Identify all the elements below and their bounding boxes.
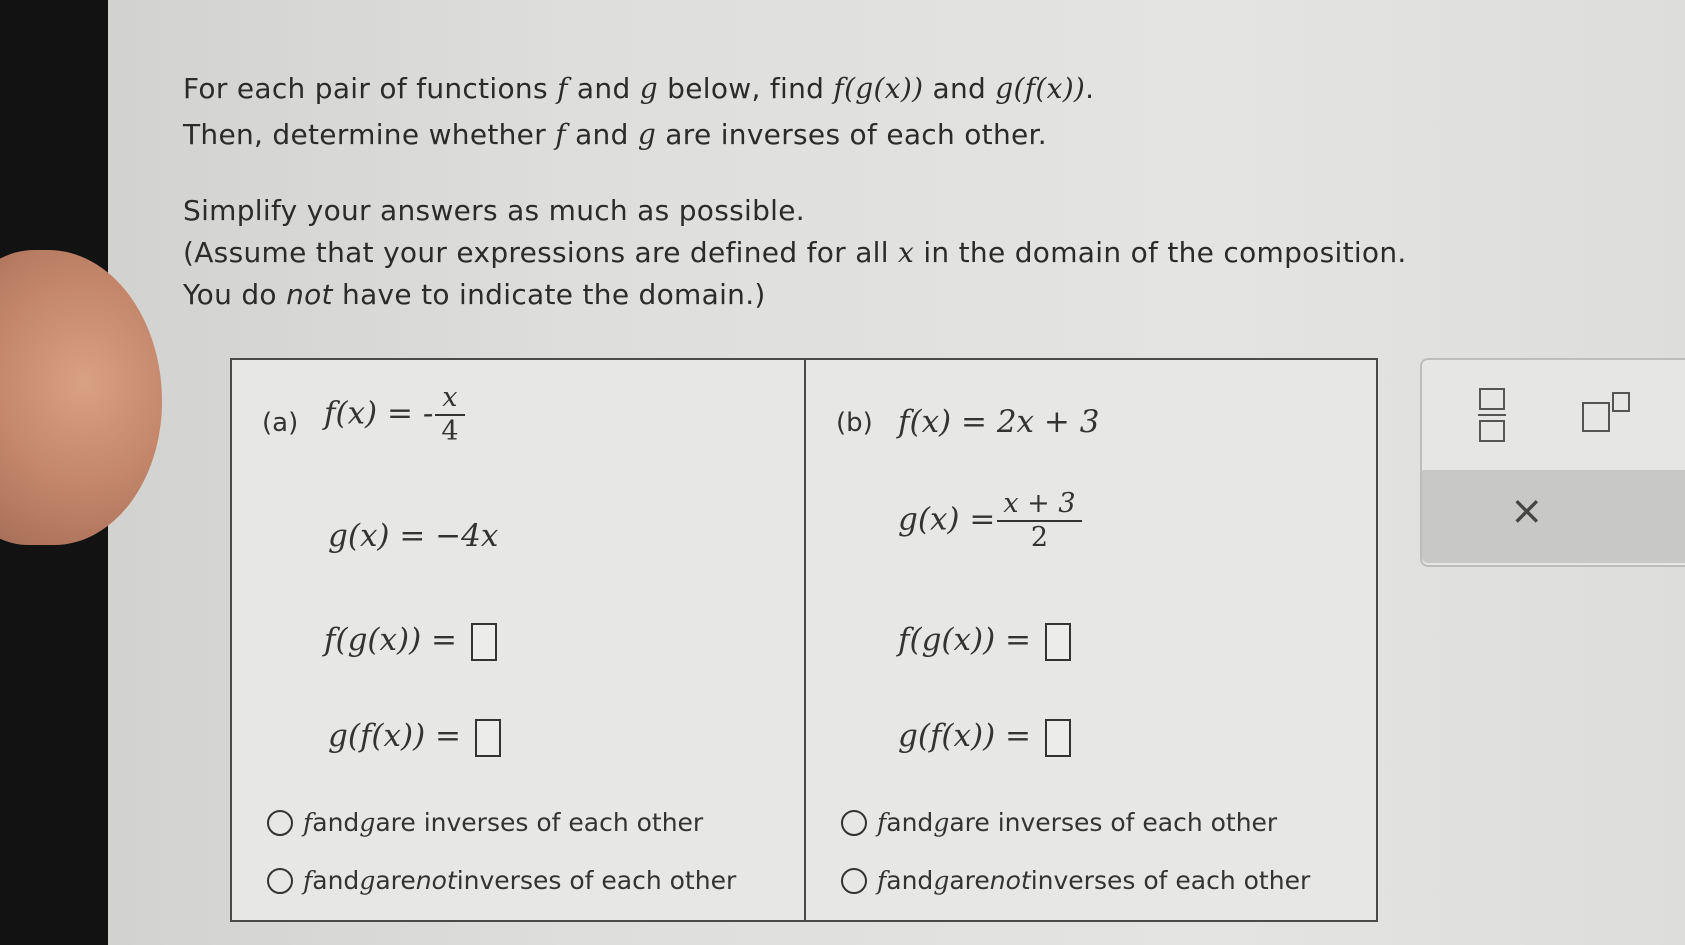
problem-a-gf-row: g(f(x)) = [328,718,501,757]
radio-button[interactable] [841,810,867,836]
fraction: $\frac{x}{4}$ [435,382,464,448]
radio-button[interactable] [267,868,293,894]
instruction-line-1: For each pair of functions f and g below, find f(g(x)) and g(f(x)). [183,72,1095,105]
clear-button[interactable]: × [1510,488,1544,534]
radio-button[interactable] [841,868,867,894]
instruction-line-4: (Assume that your expressions are defined for all x in the domain of the composition. [183,236,1407,269]
option-b-inverses[interactable]: f and g are inverses of each other [841,808,1277,837]
answer-box-b-fg[interactable] [1045,623,1071,661]
option-a-inverses[interactable]: f and g are inverses of each other [267,808,703,837]
screen [108,0,1685,945]
problem-b-label: (b) [836,408,873,438]
fraction-icon[interactable] [1478,388,1506,442]
toolbar-actions [1422,470,1685,563]
problem-table [230,358,1378,922]
problem-b-gf-row: g(f(x)) = [898,718,1071,757]
fraction: $\frac{x + 3}{2}$ [997,488,1081,554]
radio-button[interactable] [267,810,293,836]
math-toolbar [1420,358,1685,567]
instruction-line-3: Simplify your answers as much as possible. [183,194,805,227]
problem-b-g-definition: g(x) = $\frac{x + 3}{2}$ [898,488,1084,554]
problem-b-fg-row: f(g(x)) = [898,622,1071,661]
instruction-line-2: Then, determine whether f and g are inverses of each other. [183,118,1047,151]
problem-a-g-definition: g(x) = −4x [328,518,499,554]
option-a-not-inverses[interactable]: f and g are not inverses of each other [267,866,736,895]
problem-a-label: (a) [262,408,299,438]
problem-b [804,360,1376,920]
problem-b-f-definition: f(x) = 2x + 3 [898,404,1100,440]
answer-box-a-fg[interactable] [471,623,497,661]
option-b-not-inverses[interactable]: f and g are not inverses of each other [841,866,1310,895]
problem-a-f-definition: f(x) = - $\frac{x}{4}$ [324,382,467,448]
answer-box-b-gf[interactable] [1045,719,1071,757]
problem-a [232,360,802,920]
answer-box-a-gf[interactable] [475,719,501,757]
instruction-line-5: You do not have to indicate the domain.) [183,278,766,311]
problem-a-fg-row: f(g(x)) = [324,622,497,661]
